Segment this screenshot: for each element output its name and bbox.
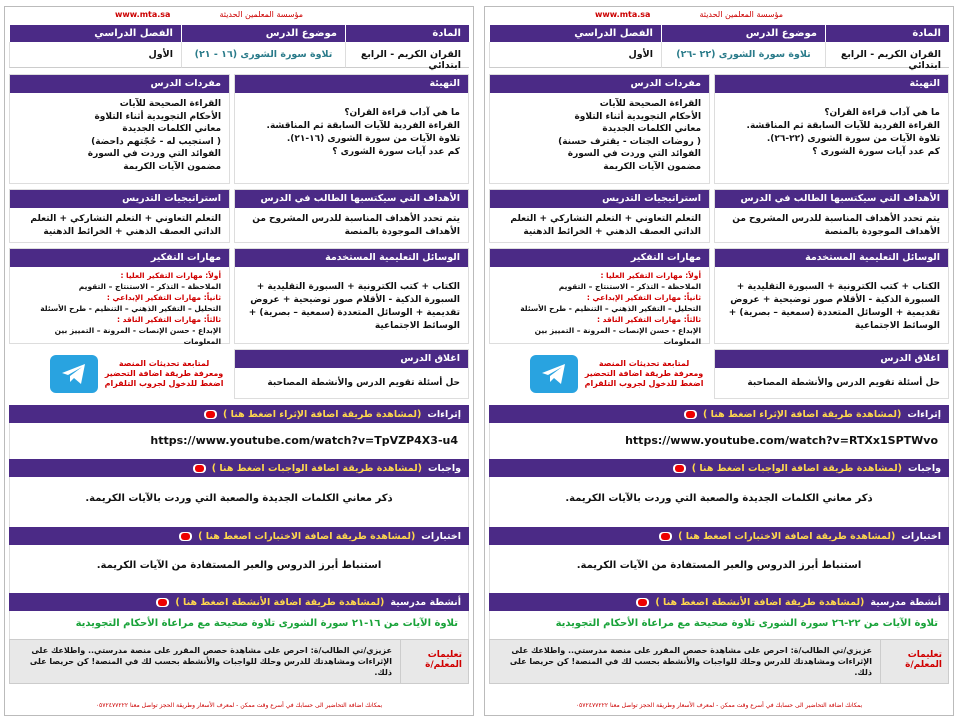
page-topbar [5,7,473,23]
telegram-icon[interactable] [530,355,578,393]
teacher-notes [489,639,949,684]
strategies-section [9,189,230,243]
subject-value: القران الكريم - الرابع ابتدائي [345,42,469,68]
tools-text: الكتاب + كتب الكترونية + السبورة التقليدية + السبورة الذكية - الأقلام صور توضيحية + عروض تقديمية + الوسائل المتعددة (سمعية – بصرية) + الوسائط الاجتماعية [728,282,940,331]
subject-value: القران الكريم - الرابع ابتدائي [825,42,949,68]
intro-section [714,74,949,184]
header-topic: موضوع الدرس [661,25,825,42]
telegram-promo-text: لمتابعة تحديثات المنصة ومعرفة طريقة اضافة التحضير اضغط للدخول لجروب التلقرام [584,359,704,388]
goals-section [234,189,469,243]
thinking-heading: ثانياً: مهارات التفكير الإبداعي : [586,293,702,302]
vocab-line: الفوائد التي وردت في السورة [567,149,702,159]
intro-line: القراءة الفردية للآيات السابقة ثم المناقشة. [746,121,940,131]
page-footer: بمكانك اضافة التحاضير الى حسابك في أسرع وقت ممكن - لمعرف الأسعار وطريقة الحجز تواصل معنا ٠٥٧٢٤٧٧٢٢٢ [95,702,383,709]
lesson-plan-page-1 [484,6,954,716]
teacher-notes-label: تعليمات المعلم/ة [880,640,948,683]
enrichment-help-link[interactable]: (لمشاهدة طريقة اضافة الإثراء اضغط هنا ) [223,408,422,420]
thinking-heading: أولاً: مهارات التفكير العليا : [600,271,702,280]
homework-header [489,459,949,477]
strategies-section [489,189,710,243]
vocab-section [489,74,710,184]
thinking-line: التحليل – التفكير الذهني – التنظيم - طرح الأسئلة [520,304,702,313]
goals-title: الأهداف التي سيكتسبها الطالب في الدرس [235,190,468,208]
intro-line: كم عدد آيات سورة الشورى ؟ [332,147,460,157]
site-url[interactable]: www.mta.sa [115,10,171,19]
youtube-icon[interactable] [684,410,697,419]
vocab-line: معاني الكلمات الجديدة [122,124,222,134]
tools-section [714,248,949,344]
strategies-text: التعلم التعاوني + التعلم التشاركي + التعلم الذاتي العصف الذهني + الخرائط الذهنية [510,214,702,237]
thinking-heading: ثانياً: مهارات التفكير الإبداعي : [106,293,222,302]
vocab-line: ( روضات الجنات - يقترف حسنة) [558,136,702,147]
vocab-line: الأحكام التجويدية أثناء التلاوة [94,111,222,122]
goals-section [714,189,949,243]
youtube-icon[interactable] [636,598,649,607]
homework-text: ذكر معاني الكلمات الجديدة والصعبة التي وردت بالآيات الكريمة. [489,477,949,527]
activities-header [9,593,469,611]
topic-value: تلاوة سورة الشورى (٢٢ -٢٦) [661,42,825,68]
homework-text: ذكر معاني الكلمات الجديدة والصعبة التي وردت بالآيات الكريمة. [9,477,469,527]
activities-title: أنشطة مدرسية [870,596,941,608]
intro-line: ما هي آداب قراءة القران؟ [824,108,940,118]
youtube-icon[interactable] [193,464,206,473]
intro-line: تلاوة الآيات من سورة الشورى (١٦-٢١). [286,134,460,144]
homework-title: واجبات [428,462,461,474]
term-value: الأول [9,42,181,68]
thinking-line: الملاحظة – التذكر – الاستنتاج – التقويم [558,282,702,291]
telegram-icon[interactable] [50,355,98,393]
vocab-line: مضمون الآيات الكريمة [123,161,222,172]
goals-text: يتم تحدد الأهداف المناسبة للدرس المشروح من الأهداف الموجودة بالمنصة [732,214,940,237]
thinking-heading: ثالثاً: مهارات التفكير الناقد : [596,315,702,324]
tools-title: الوسائل التعليمية المستخدمة [715,249,948,267]
thinking-heading: ثالثاً: مهارات التفكير الناقد : [116,315,222,324]
enrichment-title: إثراءات [907,408,941,420]
term-value: الأول [489,42,661,68]
thinking-line: الملاحظة – التذكر – الاستنتاج – التقويم [78,282,222,291]
lesson-header-table [9,25,469,71]
tests-help-link[interactable]: (لمشاهدة طريقة اضافة الاختبارات اضغط هنا ) [678,530,896,542]
tools-text: الكتاب + كتب الكترونية + السبورة التقليدية + السبورة الذكية - الأقلام صور توضيحية + عروض تقديمية + الوسائل المتعددة (سمعية – بصرية) + الوسائط الاجتماعية [248,282,460,331]
topic-value: تلاوة سورة الشورى (١٦ - ٢١) [181,42,345,68]
activities-header [489,593,949,611]
telegram-promo[interactable] [489,349,710,399]
intro-line: القراءة الفردية للآيات السابقة ثم المناقشة. [266,121,460,131]
teacher-notes-text: عزيزي/تي الطالب/ة: احرص على مشاهدة حصص المقرر على منصة مدرستي.. واطلاعك على الإثراءات ومشاهدتك للدرس وحلك للواجبات والأنشطة بحسب لك في المنصة! كن حريصا على ذلك. [509,646,872,677]
telegram-promo-text: لمتابعة تحديثات المنصة ومعرفة طريقة اضافة التحضير اضغط للدخول لجروب التلقرام [104,359,224,388]
enrichment-header [489,405,949,423]
homework-header [9,459,469,477]
header-topic: موضوع الدرس [181,25,345,42]
header-term: الفصل الدراسي [489,25,661,42]
tests-help-link[interactable]: (لمشاهدة طريقة اضافة الاختبارات اضغط هنا ) [198,530,416,542]
enrichment-help-link[interactable]: (لمشاهدة طريقة اضافة الإثراء اضغط هنا ) [703,408,902,420]
enrichment-url[interactable]: https://www.youtube.com/watch?v=TpVZP4X3-u4 [9,423,469,459]
thinking-line: التحليل – التفكير الذهني – التنظيم - طرح الأسئلة [40,304,222,313]
thinking-line: الإبداع - حسن الإنصات - المرونة – التمييز بين المعلومات [54,326,222,346]
intro-section [234,74,469,184]
homework-help-link[interactable]: (لمشاهدة طريقة اضافة الواجبات اضغط هنا ) [211,462,422,474]
thinking-title: مهارات التفكير [490,249,709,267]
homework-help-link[interactable]: (لمشاهدة طريقة اضافة الواجبات اضغط هنا ) [691,462,902,474]
enrichment-header [9,405,469,423]
thinking-title: مهارات التفكير [10,249,229,267]
thinking-section [9,248,230,344]
youtube-icon[interactable] [659,532,672,541]
youtube-icon[interactable] [204,410,217,419]
vocab-line: القراءة الصحيحة للآيات [599,99,702,109]
teacher-notes-text: عزيزي/تي الطالب/ة: احرص على مشاهدة حصص المقرر على منصة مدرستي.. واطلاعك على الإثراءات ومشاهدتك للدرس وحلك للواجبات والأنشطة بحسب لك في المنصة! كن حريصا على ذلك. [29,646,392,677]
homework-title: واجبات [908,462,941,474]
intro-title: التهيئة [235,75,468,93]
goals-title: الأهداف التي سيكتسبها الطالب في الدرس [715,190,948,208]
teacher-notes-label: تعليمات المعلم/ة [400,640,468,683]
tools-section [234,248,469,344]
youtube-icon[interactable] [179,532,192,541]
tests-header [9,527,469,545]
activities-help-link[interactable]: (لمشاهدة طريقة اضافة الأنشطة اضغط هنا ) [655,596,865,608]
vocab-section [9,74,230,184]
lesson-header-table [489,25,949,71]
tests-header [489,527,949,545]
tests-title: اختبارات [901,530,941,542]
closing-section [714,349,949,399]
tests-text: استنباط أبرز الدروس والعبر المستفادة من الآيات الكريمة. [489,545,949,593]
thinking-section [489,248,710,344]
org-name: مؤسسة المعلمين الحديثة [699,10,783,19]
vocab-line: الفوائد التي وردت في السورة [87,149,222,159]
site-url[interactable]: www.mta.sa [595,10,651,19]
vocab-line: الأحكام التجويدية أثناء التلاوة [574,111,702,122]
activities-text: تلاوة الآيات من ٢٢-٢٦ سورة الشورى تلاوة صحيحة مع مراعاة الأحكام التجويدية [489,611,949,639]
activities-title: أنشطة مدرسية [390,596,461,608]
vocab-line: ( استجيب له - حُجّتهم داحضة) [91,136,222,147]
goals-text: يتم تحدد الأهداف المناسبة للدرس المشروح من الأهداف الموجودة بالمنصة [252,214,460,237]
enrichment-url[interactable]: https://www.youtube.com/watch?v=RTXx1SPTWvo [489,423,949,459]
enrichment-title: إثراءات [427,408,461,420]
closing-section [234,349,469,399]
header-subject: المادة [825,25,949,42]
activities-help-link[interactable]: (لمشاهدة طريقة اضافة الأنشطة اضغط هنا ) [175,596,385,608]
header-subject: المادة [345,25,469,42]
thinking-heading: أولاً: مهارات التفكير العليا : [120,271,222,280]
telegram-promo[interactable] [9,349,230,399]
youtube-icon[interactable] [156,598,169,607]
youtube-icon[interactable] [673,464,686,473]
page-footer: بمكانك اضافة التحاضير الى حسابك في أسرع وقت ممكن - لمعرف الأسعار وطريقة الحجز تواصل معنا ٠٥٧٢٤٧٧٢٢٢ [575,702,863,709]
intro-line: كم عدد آيات سورة الشورى ؟ [812,147,940,157]
vocab-line: مضمون الآيات الكريمة [603,161,702,172]
tools-title: الوسائل التعليمية المستخدمة [235,249,468,267]
closing-title: اغلاق الدرس [235,350,468,368]
thinking-line: الإبداع - حسن الإنصات - المرونة – التمييز بين المعلومات [534,326,702,346]
vocab-line: معاني الكلمات الجديدة [602,124,702,134]
header-term: الفصل الدراسي [9,25,181,42]
tests-title: اختبارات [421,530,461,542]
lesson-plan-page-2 [4,6,474,716]
intro-title: التهيئة [715,75,948,93]
closing-text: حل أسئلة تقويم الدرس والأنشطة المصاحبة [747,378,940,388]
closing-title: اغلاق الدرس [715,350,948,368]
teacher-notes [9,639,469,684]
vocab-title: مفردات الدرس [490,75,709,93]
closing-text: حل أسئلة تقويم الدرس والأنشطة المصاحبة [267,378,460,388]
strategies-text: التعلم التعاوني + التعلم التشاركي + التعلم الذاتي العصف الذهني + الخرائط الذهنية [30,214,222,237]
intro-line: تلاوة الآيات من سورة الشورى (٢٢-٢٦). [766,134,940,144]
strategies-title: استراتيجيات التدريس [10,190,229,208]
activities-text: تلاوة الآيات من ١٦-٢١ سورة الشورى تلاوة صحيحة مع مراعاة الأحكام التجويدية [9,611,469,639]
vocab-title: مفردات الدرس [10,75,229,93]
intro-line: ما هي آداب قراءة القران؟ [344,108,460,118]
tests-text: استنباط أبرز الدروس والعبر المستفادة من الآيات الكريمة. [9,545,469,593]
page-topbar [485,7,953,23]
vocab-line: القراءة الصحيحة للآيات [119,99,222,109]
org-name: مؤسسة المعلمين الحديثة [219,10,303,19]
strategies-title: استراتيجيات التدريس [490,190,709,208]
